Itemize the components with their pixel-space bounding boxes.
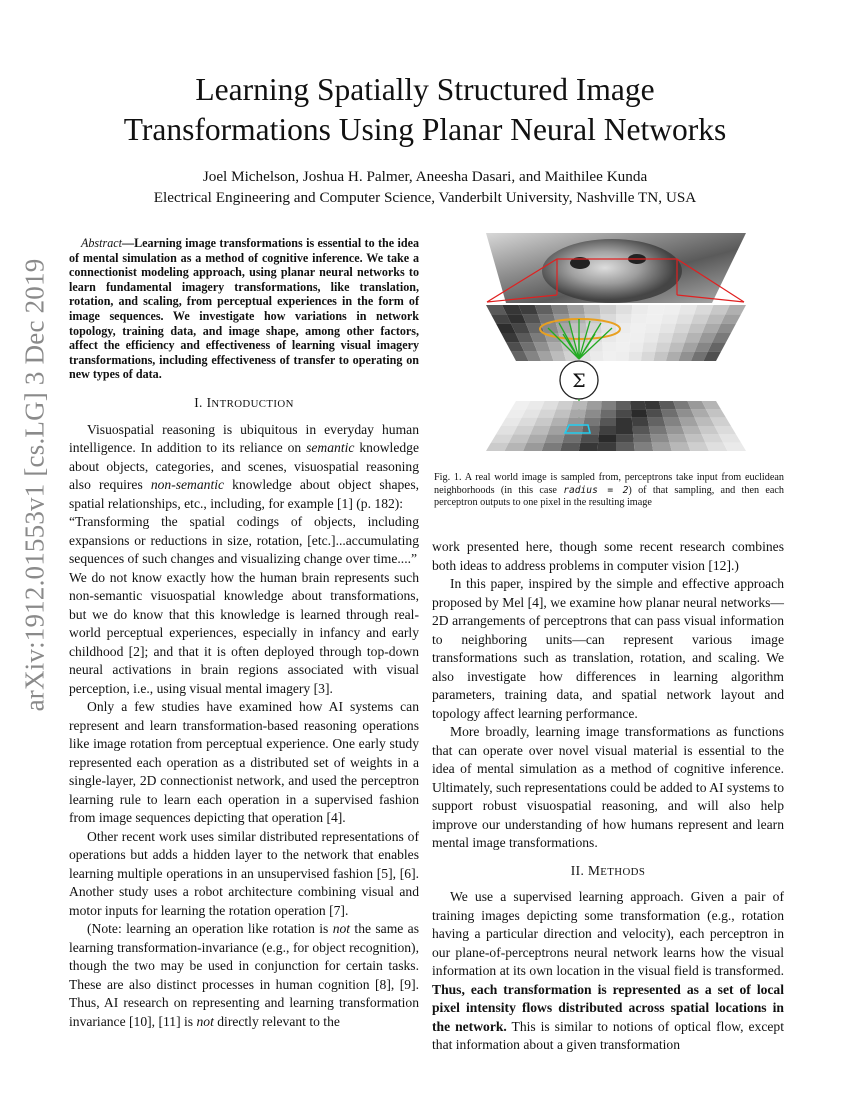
grid-cell [632,426,650,434]
intro-paragraph-8: More broadly, learning image transformations as functions that can operate over novel visual material is essential to the idea of mental simulation as a method of cognitive inference. Ultimately, such representations could be added to AI systems to support robust visuospatial reasoning, and will also help improve our understanding of how humans represent and learn mental image transformations. [432,724,784,850]
grid-cell [647,305,665,314]
caption-radius-math: radius = 2 [563,484,629,496]
grid-cell [556,401,573,409]
intro-paragraph-4: Other recent work uses similar distributed representations of operations but adds a hidden layer to the network that enables learning multiple operations in an unsupervised fashion [5], [6]. Another study uses a robot architecture combining visual and motor inputs for learning the rotation operation [7]. [69,828,419,918]
grid-cell [590,352,604,361]
grid-cell [599,426,616,434]
grid-cell [571,401,587,409]
figure-1-graphic [462,233,758,451]
left-column-body [69,394,419,1031]
grid-cell [634,443,653,451]
grid-cell [647,418,665,426]
intro-paragraph-1: Visuospatial reasoning is ubiquitous in everyday human intelligence. In addition to its reliance on semantic knowledge about objects, categories, and scenes, visuospatial reasoning also requires non-semantic knowledge about object shapes, spatial relationships, etc., including, for example [1] (p. 182): [69,421,420,511]
grid-cell [562,434,581,442]
grid-cell [667,434,687,442]
intro-quote: “Transforming the spatial codings of objects, including expansions or reductions in size, rotation, [etc.]...accumulating sequences of such changes and visualizing change over time....” [69,514,419,566]
grid-cell [616,434,634,442]
abstract-label: Abstract [81,236,122,250]
right-column-body [432,538,784,1055]
grid-cell [679,305,698,314]
grid-cell [632,305,649,314]
grid-cell [645,324,661,333]
figure-1-planar-network [462,233,758,451]
grid-cell [523,443,544,451]
grid-cell [545,434,565,442]
figure-1-caption: Fig. 1. A real world image is sampled from, perceptrons take input from euclidean neighborhoods (in this case radius = 2) of that sampling, and then each perceptron outputs to one pixel in the resulting image [434,472,785,509]
intro-paragraph-7: In this paper, inspired by the simple and effective approach proposed by Mel [4], we examine how planar neural networks—2D arrangements of perceptrons that can pass visual information to neighboring units—can represent various image transformations such as translation, rotation, and scaling. We also investigate how differences in learning algorithm parameters, training data, and spatial network layout and topology affect learning performance. [432,576,784,721]
intro-paragraph-3: Only a few studies have examined how AI systems can represent and learn transformation-based reasoning operations like image rotation from perceptual experience. One early study represented each operation as a distributed set of weights in a single-layer, 2D connectionist network, and used the perceptron learning rule to learn each operation in a supervised fashion from image sequences depicting that operation [4]. [69,699,419,825]
grid-cell [584,305,601,314]
grid-cell [597,443,616,451]
methods-paragraph-1: We use a supervised learning approach. Given a pair of training images depicting some transformation (e.g., rotation having a particular direction and velocity), each perceptron in our plane-of-perceptrons neural network learns how the visual information at its own location in the visual field is transformed. Thus, each transformation is represented as a set of local pixel intensity flows distributed across spatial locations in the network. This is similar to notions of optical flow, except that information about a given transformation [432,889,784,1052]
author-names: Joel Michelson, Joshua H. Palmer, Aneesha Dasari, and Maithilee Kunda [202,168,648,185]
grid-cell [645,401,661,409]
grid-cell [646,409,663,417]
grid-cell [553,409,571,417]
grid-cell [579,443,598,451]
grid-cell [616,418,632,426]
grid-cell [580,434,599,442]
intro-paragraph-5: (Note: learning an operation like rotation is not the same as learning transformation-invariance (e.g., for object recognition), though the two may be used in conjunction for certain tasks. These are also distinct processes in human cognition [8], [9]. Thus, AI research on representing and learning transformation invariance [10], [11] is not directly relevant to the [69,921,420,1029]
grid-cell [687,443,708,451]
grid-cell [535,305,554,314]
grid-cell [629,342,643,351]
grid-cell [569,409,586,417]
grid-cell [616,333,630,342]
grid-cell [685,434,706,442]
grid-cell [642,342,657,351]
grid-cell [633,434,652,442]
grid-cell [670,443,691,451]
grid-cell [663,418,682,426]
grid-cell [527,434,548,442]
grid-cell [616,342,630,351]
grid-cell [644,333,660,342]
grid-cell [600,305,616,314]
sigma-symbol: Σ [572,370,586,392]
continued-paragraph: work presented here, though some recent research combines both ideas to address problems in computer vision [12].) [432,539,784,573]
grid-cell [616,426,633,434]
affiliation: Electrical Engineering and Computer Science, Vanderbilt University, Nashville TN, USA [153,189,697,206]
grid-cell [631,314,647,323]
grid-cell [601,401,616,409]
grid-cell [655,342,671,351]
section-heading-introduction: I. INTRODUCTION [194,395,294,410]
paper-title [90,70,760,150]
grid-cell [586,401,602,409]
grid-cell [650,434,669,442]
grid-cell [663,305,681,314]
grid-cell [585,409,601,417]
grid-cell [661,409,679,417]
grid-cell [629,352,643,361]
grid-cell [551,305,569,314]
grid-cell [550,418,569,426]
section-heading-methods: II. METHODS [570,862,646,878]
grid-cell [630,401,646,409]
grid-cell [659,324,676,333]
grid-cell [665,426,684,434]
grid-cell [560,443,580,451]
grid-cell [631,409,647,417]
grid-cell [654,352,669,361]
abstract [69,236,419,382]
grid-cell [616,401,631,409]
grid-cell [632,418,649,426]
intro-paragraph-2: We do not know exactly how the human brain represents such non-semantic visuospatial knowledge about transformations, but we do know that this knowledge is learned through real-world perceptual experiences, especially in infancy and early childhood [2]; and that it is often deployed through top-down neural activations in brain regions associated with visual perception, i.e., using visual mental imagery [3]. [69,569,419,696]
grid-cell [630,324,646,333]
title-line-1: Learning Spatially Structured Image [195,72,655,107]
author-block [90,166,760,208]
abstract-text: —Learning image transformations is essential to the idea of mental simulation as a method of cognitive inference. We take a connectionist modeling approach, using planar neural networks to learn fundamental imagery transformations, like translation, rotation, and scaling, from perceptual experiences in the form of image sequences. We investigate how variations in network topology, training data, and image shape, among other factors, affect the efficiency and effectiveness of learning visual imagery transformations, including effectiveness of transfer to operating on new types of data. [69,236,419,382]
grid-cell [659,401,676,409]
grid-cell [603,352,616,361]
grid-cell [649,426,668,434]
grid-cell [630,333,645,342]
grid-cell [616,314,632,323]
grid-cell [602,342,616,351]
arxiv-identifier-text: arXiv:1912.01553v1 [cs.LG] 3 Dec 2019 [19,258,50,712]
grid-cell [646,314,663,323]
grid-cell [567,305,585,314]
grid-cell [676,314,694,323]
grid-cell [616,352,629,361]
grid-cell [600,418,616,426]
grid-cell [641,352,655,361]
grid-cell [600,409,616,417]
grid-cell [652,443,672,451]
title-line-2: Transformations Using Planar Neural Networks [123,112,727,147]
grid-cell [542,443,563,451]
dog-head [542,239,682,303]
grid-cell [661,314,679,323]
grid-cell [547,426,566,434]
grid-cell [616,409,632,417]
grid-cell [616,305,632,314]
grid-cell [598,434,616,442]
output-grid-plane [486,401,746,451]
grid-cell [657,333,673,342]
arxiv-identifier [12,258,58,712]
grid-cell [616,443,635,451]
